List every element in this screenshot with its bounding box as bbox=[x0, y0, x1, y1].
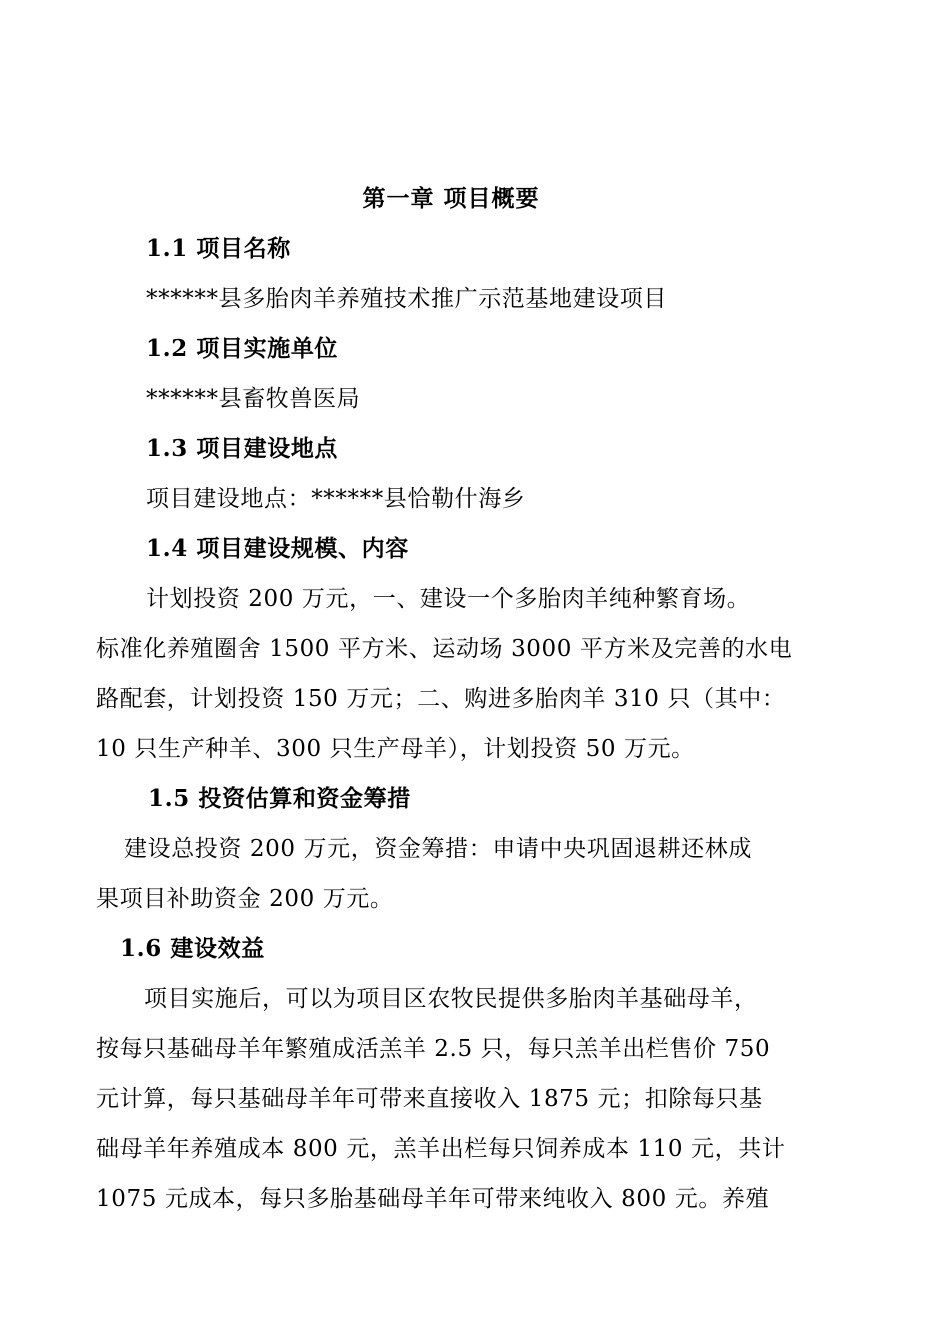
chapter-title: 第一章 项目概要 bbox=[362, 185, 540, 212]
section-heading-1-5: 1.5 投资估算和资金筹措 bbox=[148, 785, 411, 812]
benefit-paragraph-line: 础母羊年养殖成本 800 元，羔羊出栏每只饲养成本 110 元，共计 bbox=[96, 1136, 786, 1162]
investment-paragraph-line: 建设总投资 200 万元，资金筹措：申请中央巩固退耕还林成 bbox=[124, 836, 752, 862]
scale-paragraph-line: 计划投资 200 万元，一、建设一个多胎肉羊纯种繁育场。 bbox=[146, 586, 751, 612]
section-heading-1-6: 1.6 建设效益 bbox=[120, 935, 265, 962]
benefit-paragraph-line: 项目实施后，可以为项目区农牧民提供多胎肉羊基础母羊， bbox=[144, 986, 758, 1012]
section-heading-1-4: 1.4 项目建设规模、内容 bbox=[146, 535, 409, 562]
project-name-text: ******县多胎肉羊养殖技术推广示范基地建设项目 bbox=[146, 286, 667, 312]
scale-paragraph-line: 标准化养殖圈舍 1500 平方米、运动场 3000 平方米及完善的水电 bbox=[96, 636, 793, 662]
section-heading-1-1: 1.1 项目名称 bbox=[146, 235, 291, 262]
benefit-paragraph-line: 按每只基础母羊年繁殖成活羔羊 2.5 只，每只羔羊出栏售价 750 bbox=[96, 1036, 771, 1062]
section-heading-1-2: 1.2 项目实施单位 bbox=[146, 335, 339, 362]
location-text: 项目建设地点：******县恰勒什海乡 bbox=[146, 486, 526, 512]
scale-paragraph-line: 10 只生产种羊、300 只生产母羊），计划投资 50 万元。 bbox=[96, 736, 695, 762]
implementing-unit-text: ******县畜牧兽医局 bbox=[146, 386, 361, 412]
benefit-paragraph-line: 元计算，每只基础母羊年可带来直接收入 1875 元；扣除每只基 bbox=[96, 1086, 763, 1112]
scale-paragraph-line: 路配套，计划投资 150 万元；二、购进多胎肉羊 310 只（其中： bbox=[96, 686, 786, 712]
section-heading-1-3: 1.3 项目建设地点 bbox=[146, 435, 339, 462]
investment-paragraph-line: 果项目补助资金 200 万元。 bbox=[96, 886, 394, 912]
benefit-paragraph-line: 1075 元成本，每只多胎基础母羊年可带来纯收入 800 元。养殖 bbox=[96, 1186, 770, 1212]
